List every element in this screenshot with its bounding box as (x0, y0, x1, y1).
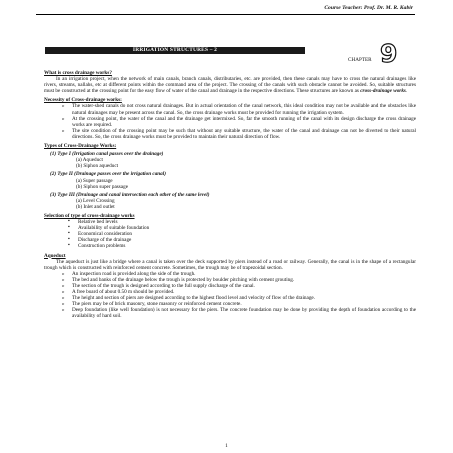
list-item: o The piers may be of brick masonry, stone masonry or reinforced cement concrete. (62, 301, 416, 307)
list-item: o An inspection road is provided along the side of the trough. (62, 271, 416, 277)
list-item: o The bed and banks of the drainage below the trough is protected by boulder pitching with cement grouting. (62, 277, 416, 283)
aqueduct-heading: Aqueduct (44, 252, 66, 259)
types-heading-row (44, 143, 416, 149)
list-item: o At the crossing point, the water of the canal and the drainage get intermixed. So, far the smooth running of the canal with its design discharge the cross drainage works are required. (62, 116, 416, 128)
type3-a: (a) Level Crossing (76, 197, 115, 204)
list-item: o The height and section of piers are designed according to the highest flood level and velocity of flow of the drainage. (62, 295, 416, 301)
type2-b: (b) Siphon super passage (76, 183, 129, 190)
types-heading: Types of Cross-Drainage Works (44, 143, 115, 150)
type2-a: (a) Super passage (76, 177, 113, 184)
type3-title: (3) Type III (Drainage and canal intersection each other of the same level) (50, 191, 210, 198)
list-item: o The water-shed canals do not cross natural drainages. But in actual orientation of the canal network, this ideal condition may not be available and the obstacles like natural drainages may be present across the canal. So, the cross drainage works must be provided for running the irrigation system. (62, 103, 416, 115)
type1-b: (b) Siphon aqueduct (76, 163, 119, 170)
header-rule (36, 14, 415, 15)
chapter-number: 9 (380, 39, 398, 68)
type1-a: (a) Aqueduct (76, 157, 103, 164)
chapter-label: CHAPTER (348, 57, 372, 63)
list-item: ▪ Discharge of the drainage (68, 237, 416, 243)
necessity-list (62, 103, 416, 140)
intro-term: cross-drainage works (360, 88, 406, 95)
aqueduct-paragraph: The aqueduct is just like a bridge where a canal is taken over the deck supported by piers instead of a road or railway. Generally, the canal is in the shape of a rectangular trough which is constructed with reinforced cement concrete. Sometimes, the trough may be of trapezoidal section. (44, 258, 416, 271)
intro-heading: What is cross drainage works? (44, 70, 112, 76)
document-body (44, 67, 416, 320)
list-item: o Deep foundation (like well foundation) is not necessary for the piers. The concrete foundation may be done by providing the depth of foundation according to the availability of hard soil. (62, 307, 416, 319)
list-item: ▪ Economical consideration (68, 231, 416, 237)
type2-title: (2) Type II (Drainage passes over the irrigation canal) (50, 171, 166, 178)
type3-b: (b) Inlet and outlet (76, 203, 115, 210)
type1-title: (1) Type I (Irrigation canal passes over the drainage) (50, 151, 164, 158)
types-heading-colon: : (114, 143, 117, 150)
intro-paragraph (44, 76, 416, 94)
list-item: o The site condition of the crossing point may be such that without any suitable structure, the water of the canal and drainage can not be diverted to their natural directions. So, the cross drainage works must be provided to maintain their natural direction of flow. (62, 128, 416, 140)
list-item: o The section of the trough is designed according to the full supply discharge of the canal. (62, 283, 416, 289)
list-item: o A free board of about 0.50 m should be provided. (62, 289, 416, 295)
intro-text: In an irrigation project, when the network of main canals, branch canals, distributaries, etc. are provided, then these canals may have to cross the natural drainages like rivers, streams, nallahs, etc at different points within the command area of the project. The crossing of the canals with such obstacle cannot be avoided. So, suitable structures must be constructed at the crossing point for the easy flow of water of the canal and drainage in the respective directions. These structures are known as (44, 76, 416, 95)
list-item: ▪ Construction problems (68, 243, 416, 249)
aqueduct-list (62, 271, 416, 320)
chapter-banner: IRRIGATION STRUCTURES – 2 (45, 47, 305, 54)
necessity-heading: Necessity of Cross-drainage works (44, 97, 121, 104)
page-number: 1 (225, 443, 228, 449)
selection-list (68, 219, 416, 249)
intro-text-end: . (405, 88, 408, 95)
list-item: ▪ Relative bed levels (68, 219, 416, 225)
necessity-heading-colon: : (120, 97, 122, 104)
selection-heading: Selection of type of cross-drainage works (44, 212, 135, 219)
list-item: ▪ Availability of suitable foundation (68, 225, 416, 231)
course-teacher-header: Course Teacher: Prof. Dr. M. R. Kabir (324, 5, 413, 11)
